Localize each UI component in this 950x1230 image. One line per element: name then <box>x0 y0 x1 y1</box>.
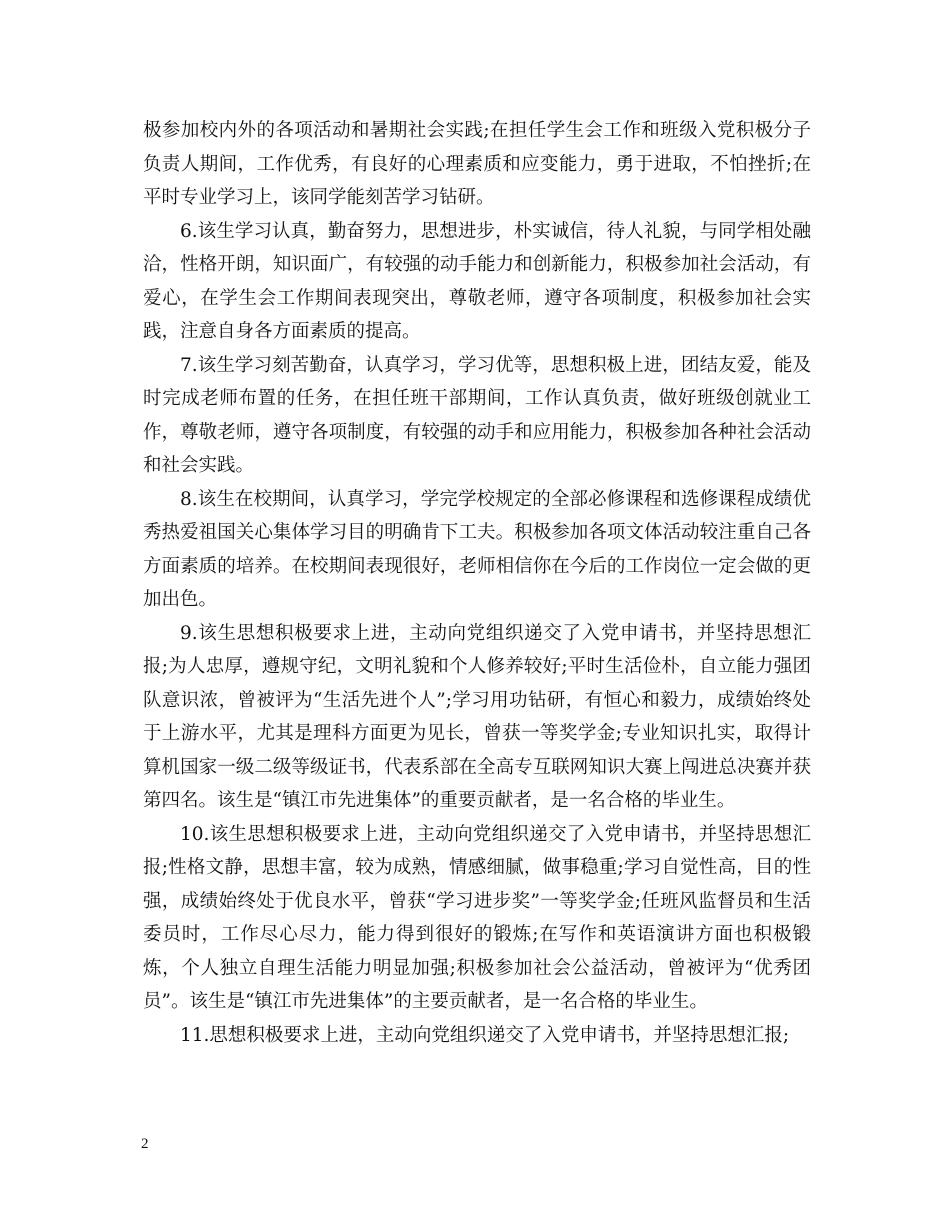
paragraph-item-11: 11.思想积极要求上进，主动向党组织递交了入党申请书，并坚持思想汇报; <box>180 1024 790 1046</box>
paragraph-item-9: 9.该生思想积极要求上进，主动向党组织递交了入党申请书，并坚持思想汇报;为人忠厚，遵规守纪，文明礼貌和个人修养较好;平时生活俭朴，自立能力强团队意识浓，曾被评为“生活先进个人”;学习用功钻研，有恒心和毅力，成绩始终处于上游水平，尤其是理科方面更为见长，曾获一等奖学金;专业知识扎实，取得计算机国家一级二级等级证书，代表系部在全高专互联网知识大赛上闯进总决赛并获第四名。该生是“镇江市先进集体”的重要贡献者，是一名合格的毕业生。 <box>143 622 811 811</box>
document-body <box>143 114 811 1052</box>
paragraph-item-7: 7.该生学习刻苦勤奋，认真学习，学习优等，思想积极上进，团结友爱，能及时完成老师布置的任务，在担任班干部期间，工作认真负责，做好班级创就业工作，尊敬老师，遵守各项制度，有较强的动手和应用能力，积极参加各种社会活动和社会实践。 <box>143 354 811 476</box>
paragraph-continuation: 极参加校内外的各项活动和暑期社会实践;在担任学生会工作和班级入党积极分子负责人期间，工作优秀，有良好的心理素质和应变能力，勇于进取，不怕挫折;在平时专业学习上，该同学能刻苦学习钻研。 <box>143 120 811 208</box>
page-number: 2 <box>141 1136 149 1152</box>
paragraph-item-8: 8.该生在校期间，认真学习，学完学校规定的全部必修课程和选修课程成绩优秀热爱祖国关心集体学习目的明确肯下工夫。积极参加各项文体活动较注重自己各方面素质的培养。在校期间表现很好，老师相信你在今后的工作岗位一定会做的更加出色。 <box>143 488 811 610</box>
paragraph-item-6: 6.该生学习认真，勤奋努力，思想进步，朴实诚信，待人礼貌，与同学相处融洽，性格开朗，知识面广，有较强的动手能力和创新能力，积极参加社会活动，有爱心，在学生会工作期间表现突出，尊敬老师，遵守各项制度，积极参加社会实践，注意自身各方面素质的提高。 <box>143 220 811 342</box>
paragraph-item-10: 10.该生思想积极要求上进，主动向党组织递交了入党申请书，并坚持思想汇报;性格文静，思想丰富，较为成熟，情感细腻，做事稳重;学习自觉性高，目的性强，成绩始终处于优良水平，曾获“学习进步奖”一等奖学金;任班风监督员和生活委员时，工作尽心尽力，能力得到很好的锻炼;在写作和英语演讲方面也积极锻炼，个人独立自理生活能力明显加强;积极参加社会公益活动，曾被评为“优秀团员”。该生是“镇江市先进集体”的主要贡献者，是一名合格的毕业生。 <box>143 823 811 1012</box>
